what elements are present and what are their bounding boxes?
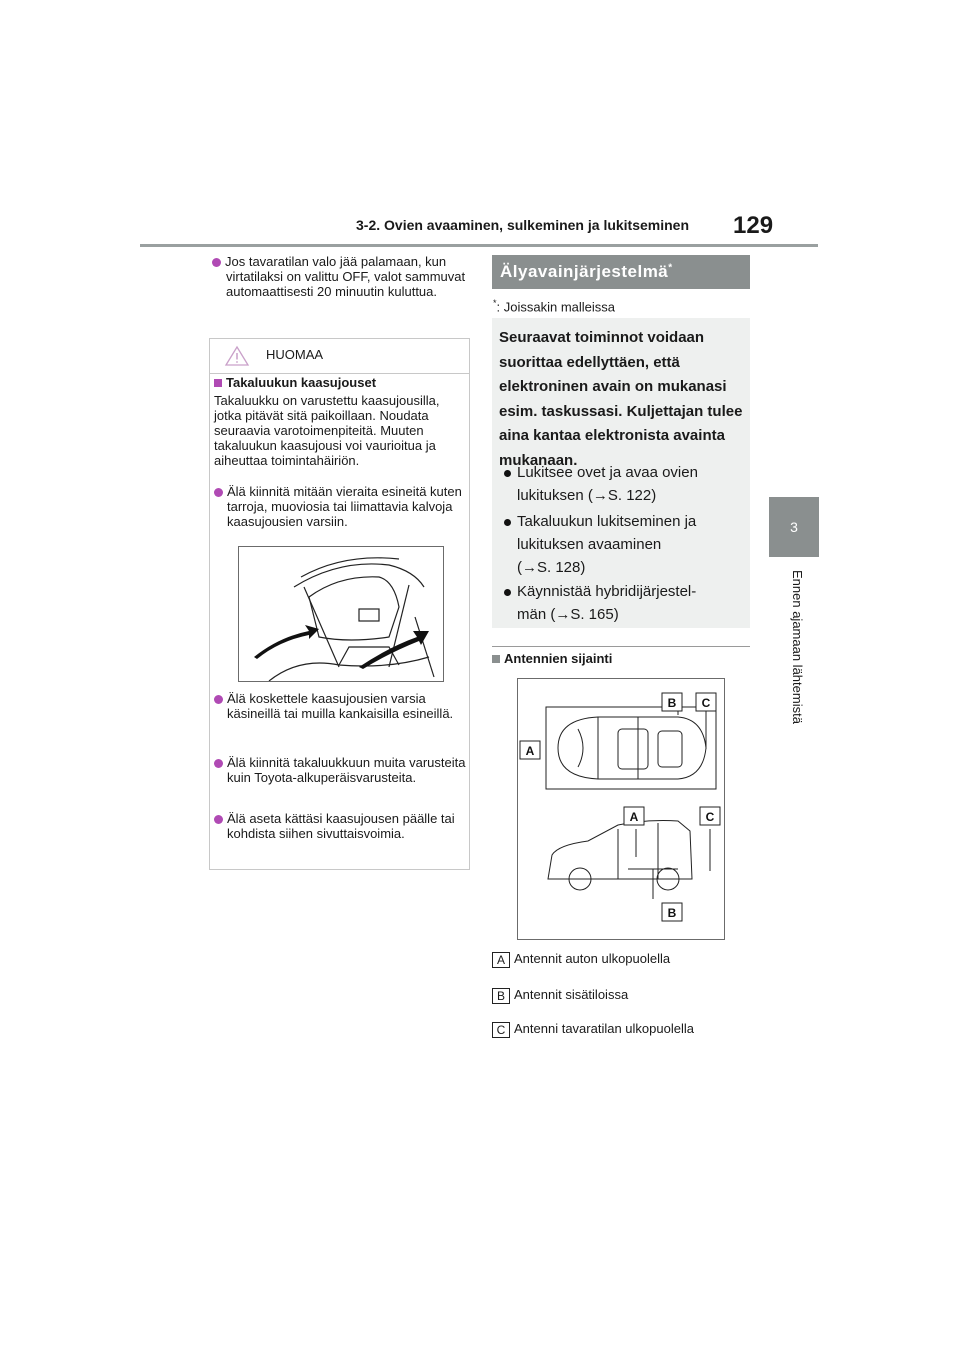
legend-key: C: [492, 1022, 510, 1038]
header-divider: [140, 244, 818, 247]
figure-label-b: B: [667, 696, 677, 710]
notice-subheading: Takaluukun kaasujouset: [214, 375, 376, 390]
legend-row: [492, 951, 670, 967]
notice-box: [209, 338, 470, 870]
figure-label-a: A: [629, 810, 639, 824]
bullet-dot-icon: [214, 695, 223, 704]
bullet-dot-icon: [214, 815, 223, 824]
chapter-label: [785, 570, 805, 810]
figure-label-a: A: [525, 744, 535, 758]
function-item: Takaluukun lukitseminen ja lukituksen avaaminen (→S. 128): [504, 510, 740, 579]
figure-label-c: C: [701, 696, 711, 710]
square-bullet-icon: [492, 655, 500, 663]
notice-title: HUOMAA: [266, 347, 324, 362]
legend-key: B: [492, 988, 510, 1004]
antenna-heading: Antennien sijainti: [492, 651, 612, 666]
bullet-dot-icon: [214, 759, 223, 768]
intro-note: [212, 254, 472, 299]
figure-label-b: B: [667, 906, 677, 920]
chapter-tab: 3: [769, 497, 819, 557]
legend-text: Antennit auton ulkopuolella: [514, 951, 671, 966]
bullet-dot-icon: [504, 519, 511, 526]
trunk-gas-spring-illustration: [238, 546, 444, 682]
notice-header: [210, 339, 469, 374]
bullet-dot-icon: [504, 470, 511, 477]
legend-text: Antennit sisätiloissa: [514, 987, 629, 1002]
section-title: 3-2. Ovien avaaminen, sulkeminen ja lukitseminen: [356, 217, 690, 233]
notice-bullet: Älä kiinnitä mitään vieraita esineitä kuten tarroja, muoviosia tai liimattavia kalvoja kaasujousien varsiin.: [214, 484, 466, 529]
warning-triangle-icon: [224, 345, 250, 367]
page-number: 129: [733, 212, 774, 239]
legend-row: [492, 987, 628, 1003]
legend-row: [492, 1021, 694, 1037]
function-item: Käynnistää hybridijärjestel- män (→S. 165): [504, 580, 740, 626]
notice-paragraph: Takaluukku on varustettu kaasujousilla, jotka pitävät sitä paikoillaan. Noudata seuraavia varotoimenpiteitä. Muuten takaluukun kaasujousi voi vaurioitua ja aiheuttaa toimintahäiriön.: [214, 393, 440, 468]
section-divider: [492, 646, 750, 647]
intro-text: Jos tavaratilan valo jää palamaan, kun virtatilaksi on valittu OFF, valot sammuvat automaattisesti 20 minuutin kuluttua.: [225, 254, 466, 299]
function-item: Lukitsee ovet ja avaa ovien lukituksen (→S. 122): [504, 461, 740, 507]
feature-title-bar: [492, 255, 750, 289]
notice-bullet: Älä koskettele kaasujousien varsia käsineillä tai muilla kankaisilla esineillä.: [214, 691, 466, 721]
bullet-dot-icon: [212, 258, 221, 267]
notice-bullet: Älä kiinnitä takaluukkuun muita varusteita kuin Toyota-alkuperäisvarusteita.: [214, 755, 466, 785]
bullet-dot-icon: [214, 488, 223, 497]
notice-body: [214, 393, 466, 529]
square-bullet-icon: [214, 379, 222, 387]
antenna-location-illustration: [517, 678, 725, 940]
feature-title: Älyavainjärjestelmä*: [500, 262, 673, 281]
notice-bullet: Älä aseta kättäsi kaasujousen päälle tai kohdista siihen sivuttaisvoimia.: [214, 811, 466, 841]
legend-key: A: [492, 952, 510, 968]
chapter-label-text: Ennen ajamaan lähtemistä: [790, 570, 805, 724]
figure-label-c: C: [705, 810, 715, 824]
footnote-mark: *: [668, 262, 673, 274]
info-text: Seuraavat toiminnot voidaan suorittaa edellyttäen, että elektroninen avain on mukanasi esim. taskussasi. Kuljettajan tulee aina kantaa elektronista avainta mukanaan.: [499, 329, 743, 469]
models-footnote: *: Joissakin malleissa: [493, 298, 616, 315]
footnote-mark: *: [493, 298, 497, 308]
legend-text: Antenni tavaratilan ulkopuolella: [514, 1021, 694, 1036]
bullet-dot-icon: [504, 589, 511, 596]
info-box: [492, 318, 750, 628]
